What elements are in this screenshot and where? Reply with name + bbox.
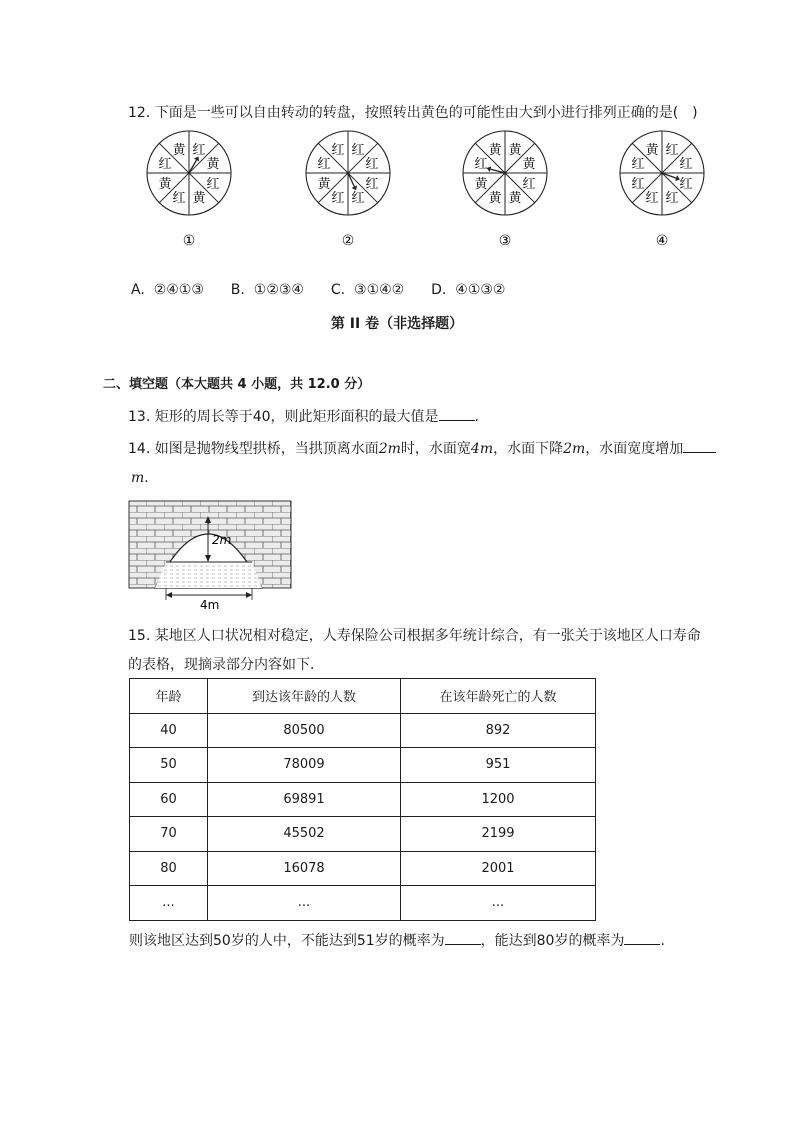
parabolic-bridge-figure <box>128 500 293 612</box>
table-row <box>130 851 596 886</box>
question-15-ask: 则该地区达到50岁的人中，不能达到51岁的概率为 ，能达到80岁的概率为 . <box>129 930 665 951</box>
sector-label: 红 <box>645 191 659 207</box>
table-row <box>130 713 596 748</box>
question-15-line-2: 的表格，现摘录部分内容如下． <box>128 657 324 673</box>
sector-label: 黄 <box>474 176 488 192</box>
sector-label: 红 <box>331 191 345 207</box>
table-cell: 70 <box>130 817 208 852</box>
sector-label: 红 <box>665 142 679 158</box>
table-cell: 40 <box>130 713 208 748</box>
sector-label: 红 <box>679 176 693 192</box>
sector-label: 黄 <box>192 191 206 207</box>
wheel-label: ③ <box>498 233 512 249</box>
table-cell: 80500 <box>208 713 401 748</box>
wheel-label: ② <box>341 233 355 249</box>
table-cell: ... <box>130 886 208 921</box>
spinner-wheel <box>463 131 547 249</box>
option-d[interactable]: D. ④①③② <box>431 282 506 298</box>
option-a[interactable]: A. ②④①③ <box>131 282 204 298</box>
table-row <box>130 817 596 852</box>
sector-label: 红 <box>331 142 345 158</box>
sector-label: 红 <box>192 142 206 158</box>
arrow-head-left <box>166 592 172 598</box>
answer-blank[interactable] <box>439 406 475 421</box>
wheel-label: ① <box>182 233 196 249</box>
sector-label: 黄 <box>522 157 536 173</box>
sector-label: 红 <box>172 191 186 207</box>
sector-label: 黄 <box>317 176 331 192</box>
sector-label: 红 <box>665 191 679 207</box>
section-2-title: 二、填空题（本大题共 4 小题，共 12.0 分） <box>103 377 371 392</box>
column-header: 到达该年龄的人数 <box>208 679 401 714</box>
question-14: 14. 如图是抛物线型拱桥，当拱顶离水面2m时，水面宽4m，水面下降2m，水面宽度增加 <box>128 438 716 459</box>
sector-label: 红 <box>365 157 379 173</box>
answer-blank[interactable] <box>624 930 660 945</box>
table-cell: 2199 <box>401 817 596 852</box>
part-2-title: 第 II 卷（非选择题） <box>330 316 464 332</box>
width-label: 4m <box>200 598 220 612</box>
sector-label: 红 <box>206 176 220 192</box>
answer-blank[interactable] <box>683 438 716 453</box>
table-cell: ... <box>401 886 596 921</box>
sector-label: 黄 <box>645 142 659 158</box>
sector-label: 黄 <box>508 142 522 158</box>
table-cell: 951 <box>401 748 596 783</box>
table-cell: 80 <box>130 851 208 886</box>
spinner-wheel <box>620 131 704 249</box>
spinner-wheel <box>147 131 231 249</box>
sector-label: 黄 <box>172 142 186 158</box>
life-table <box>129 678 596 921</box>
sector-label: 红 <box>474 157 488 173</box>
spinner-wheels <box>0 130 794 270</box>
sector-label: 红 <box>351 191 365 207</box>
sector-label: 黄 <box>206 157 220 173</box>
option-b[interactable]: B. ①②③④ <box>230 282 304 298</box>
table-cell: 16078 <box>208 851 401 886</box>
sector-label: 红 <box>631 157 645 173</box>
question-12-options <box>131 280 651 300</box>
sector-label: 黄 <box>488 191 502 207</box>
question-12-stem: 12. 下面是一些可以自由转动的转盘，按照转出黄色的可能性由大到小进行排列正确的是( ) <box>128 105 698 121</box>
table-cell: 2001 <box>401 851 596 886</box>
question-13: 13. 矩形的周长等于40，则此矩形面积的最大值是 . <box>128 406 479 427</box>
sector-label: 红 <box>631 176 645 192</box>
sector-label: 红 <box>158 157 172 173</box>
table-row <box>130 748 596 783</box>
table-cell: 50 <box>130 748 208 783</box>
question-15-line-1: 15. 某地区人口状况相对稳定，人寿保险公司根据多年统计综合，有一张关于该地区人口寿命 <box>128 628 701 644</box>
sector-label: 黄 <box>508 191 522 207</box>
sector-label: 红 <box>522 176 536 192</box>
column-header: 年龄 <box>130 679 208 714</box>
table-cell: ... <box>208 886 401 921</box>
sector-label: 黄 <box>488 142 502 158</box>
table-row <box>130 782 596 817</box>
sector-label: 红 <box>365 176 379 192</box>
height-label: 2m <box>212 533 232 547</box>
table-cell: 69891 <box>208 782 401 817</box>
column-header: 在该年龄死亡的人数 <box>401 679 596 714</box>
sector-label: 红 <box>679 157 693 173</box>
table-row <box>130 886 596 921</box>
table-cell: 892 <box>401 713 596 748</box>
spinner-wheel <box>306 131 390 249</box>
table-cell: 45502 <box>208 817 401 852</box>
table-cell: 60 <box>130 782 208 817</box>
answer-blank[interactable] <box>445 930 481 945</box>
option-c[interactable]: C. ③①④② <box>330 282 405 298</box>
arrow-head-right <box>246 592 252 598</box>
wheel-label: ④ <box>655 233 669 249</box>
question-14-unit: m. <box>131 470 149 486</box>
table-header-row <box>130 679 596 714</box>
sector-label: 红 <box>351 142 365 158</box>
sector-label: 红 <box>317 157 331 173</box>
table-cell: 1200 <box>401 782 596 817</box>
water <box>155 562 262 588</box>
table-cell: 78009 <box>208 748 401 783</box>
sector-label: 黄 <box>158 176 172 192</box>
